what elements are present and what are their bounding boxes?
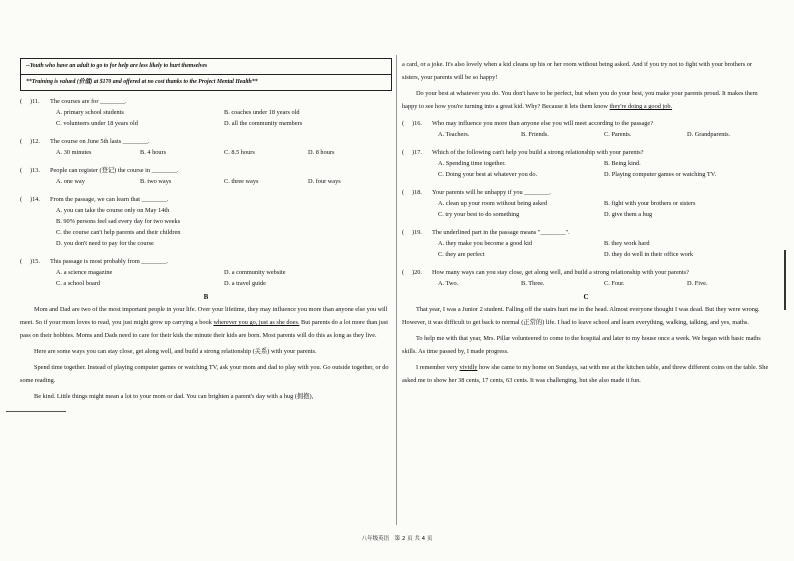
- passage-c-paragraph-1: That year, I was a Junior 2 student. Falling off the stairs hurt me in the head. Almost everyone thought I was dead. But they were wrong. However, it was difficult to get back to normal (正常的) life. I had to leave school and learn everything, walking, talking, and yes, maths.: [402, 306, 760, 326]
- option-d: D. 8 hours: [308, 149, 335, 156]
- margin-scan-line: [6, 411, 66, 412]
- question-stem: Which of the following can't help you build a strong relationship with your parents?: [432, 149, 644, 156]
- option-a: A. primary school students: [56, 109, 124, 116]
- passage-b-paragraph-2: Here are some ways you can stay close, get along well, and build a strong relationship (关系) with your parents.: [34, 348, 317, 355]
- underlined-phrase: wherever you go, just as she does.: [213, 319, 300, 326]
- answer-blank[interactable]: ( )17.: [402, 149, 422, 156]
- answer-blank[interactable]: ( )15.: [20, 258, 40, 265]
- option-a: A. Spending time together.: [438, 160, 506, 167]
- option-a: A. one way: [56, 178, 85, 185]
- page-footer: 八年级英语 第 2 页 共 4 页: [361, 536, 433, 542]
- option-d: D. a community website: [224, 269, 286, 276]
- question-stem: Who may influence you more than anyone else you will meet according to the passage?: [432, 120, 654, 127]
- option-d: D. Five.: [687, 280, 708, 287]
- info-box-line-1: --Youth who have an adult to go to for help are less likely to hurt themselves: [20, 58, 392, 75]
- question-stem: The course on June 5th lasts ________.: [50, 138, 150, 145]
- option-d: D. Playing computer games or watching TV.: [604, 171, 717, 178]
- answer-blank[interactable]: ( )12.: [20, 138, 40, 145]
- question-19: [402, 229, 770, 262]
- option-b: B. they work hard: [604, 240, 650, 247]
- option-c: C. three ways: [224, 178, 259, 185]
- question-20: [402, 269, 770, 291]
- option-c: C. volunteers under 18 years old: [56, 120, 138, 127]
- question-15: [20, 258, 392, 291]
- column-divider: [396, 55, 397, 525]
- question-16: [402, 120, 770, 142]
- passage-c-paragraph-3: I remember very vividly how she came to my home on Sundays, sat with me at the kitchen table, and threw different coins on the table. She asked me to show her 38 cents, 17 cents, 63 cents. It was challenging, but she also made it fun.: [402, 364, 769, 384]
- option-c: C. 8.5 hours: [224, 149, 255, 156]
- question-stem: The underlined part in the passage means "________".: [432, 229, 570, 236]
- option-b: B. Friends.: [521, 131, 549, 138]
- underlined-phrase: they're doing a good job.: [609, 103, 673, 110]
- passage-b-paragraph-4: Be kind. Little things might mean a lot to your mom or dad. You can brighten a parent's day with a hug (拥抱),: [34, 393, 314, 400]
- section-b-heading: B: [203, 293, 209, 301]
- answer-blank[interactable]: ( )20.: [402, 269, 422, 276]
- answer-blank[interactable]: ( )19.: [402, 229, 422, 236]
- option-c: C. they are perfect: [438, 251, 485, 258]
- option-c: C. Parents.: [604, 131, 632, 138]
- option-c: C. Doing your best at whatever you do.: [438, 171, 538, 178]
- option-d: D. you don't need to pay for the course: [56, 240, 154, 247]
- option-d: D. Grandparents.: [687, 131, 731, 138]
- question-stem: People can register (登记) the course in ________.: [50, 167, 179, 174]
- right-column: [402, 58, 770, 390]
- option-b: B. 4 hours: [140, 149, 167, 156]
- section-c-heading: C: [583, 293, 589, 301]
- passage-b-paragraph-6: Do your best at whatever you do. You don't have to be perfect, but when you do your best, you make your parents proud. It makes them happy to see how you're turning into a great kid. Why? Because it lets them know they're doing a good job.: [402, 90, 758, 110]
- option-a: A. you can take the course only on May 14th: [56, 207, 170, 214]
- option-b: B. two ways: [140, 178, 172, 185]
- option-b: B. fight with your brothers or sisters: [604, 200, 696, 207]
- option-b: B. Being kind.: [604, 160, 641, 167]
- option-a: A. Teachers.: [438, 131, 470, 138]
- option-b: B. Three.: [521, 280, 545, 287]
- underlined-word: vividly: [459, 364, 478, 371]
- answer-blank[interactable]: ( )11.: [20, 98, 40, 105]
- option-a: A. clean up your room without being asked: [438, 200, 548, 207]
- option-b: B. coaches under 18 years old: [224, 109, 300, 116]
- question-stem: Your parents will be unhappy if you ________.: [432, 189, 551, 196]
- answer-blank[interactable]: ( )13.: [20, 167, 40, 174]
- option-a: A. Two.: [438, 280, 459, 287]
- answer-blank[interactable]: ( )14.: [20, 196, 40, 203]
- edge-scan-mark: [784, 250, 786, 310]
- option-c: C. Four.: [604, 280, 625, 287]
- option-d: D. give them a hug: [604, 211, 653, 218]
- answer-blank[interactable]: ( )16.: [402, 120, 422, 127]
- question-11: [20, 98, 392, 131]
- question-stem: How many ways can you stay close, get along well, and build a strong relationship with your parents?: [432, 269, 689, 276]
- option-d: D. four ways: [308, 178, 341, 185]
- question-18: [402, 189, 770, 222]
- passage-b-paragraph-3: Spend time together. Instead of playing computer games or watching TV, ask your mom and dad to play with you. Go outside together, or do some reading.: [20, 364, 389, 384]
- option-a: A. a science magazine: [56, 269, 113, 276]
- passage-b-paragraph-1: Mom and Dad are two of the most important people in your life. Over your lifetime, they may influence you more than anyone else you will meet. So if your mom loves to read, you just might grow up carrying a book wherever you go, just as she does. But parents do a lot more than just pass on their hobbies. Moms and Dads need to care for their kids the minute their kids are born. Most parents will do this as long as they live.: [20, 306, 388, 339]
- question-stem: This passage is most probably from ________.: [50, 258, 169, 265]
- option-c: C. try your best to do something: [438, 211, 520, 218]
- option-a: A. they make you become a good kid: [438, 240, 533, 247]
- question-17: [402, 149, 770, 182]
- question-stem: From the passage, we can learn that ________.: [50, 196, 169, 203]
- option-d: D. all the community members: [224, 120, 303, 127]
- option-c: C. the course can't help parents and their children: [56, 229, 181, 236]
- info-box-line-2: **Training is valued (价值) at $170 and offered at no cost thanks to the Project Mental Health**: [20, 75, 392, 91]
- option-b: B. 90% persons feel sad every day for two weeks: [56, 218, 181, 225]
- question-12: [20, 138, 392, 160]
- passage-b-paragraph-5: a card, or a joke. It's also lovely when a kid cleans up his or her room without being asked. And if you try not to fight with your brothers or sisters, your parents will be so happy!: [402, 61, 753, 81]
- option-d: D. a travel guide: [224, 280, 266, 287]
- option-d: D. they do well in their office work: [604, 251, 694, 258]
- answer-blank[interactable]: ( )18.: [402, 189, 422, 196]
- question-13: [20, 167, 392, 189]
- option-a: A. 30 minutes: [56, 149, 92, 156]
- passage-c-paragraph-2: To help me with that year, Mrs. Pillar volunteered to come to the hospital and later to my house once a week. We began with basic maths skills. As time passed by, I made progress.: [402, 335, 761, 355]
- question-14: [20, 196, 392, 251]
- option-c: C. a school board: [56, 280, 101, 287]
- question-stem: The courses are for ________.: [50, 98, 127, 105]
- left-column: [20, 58, 392, 406]
